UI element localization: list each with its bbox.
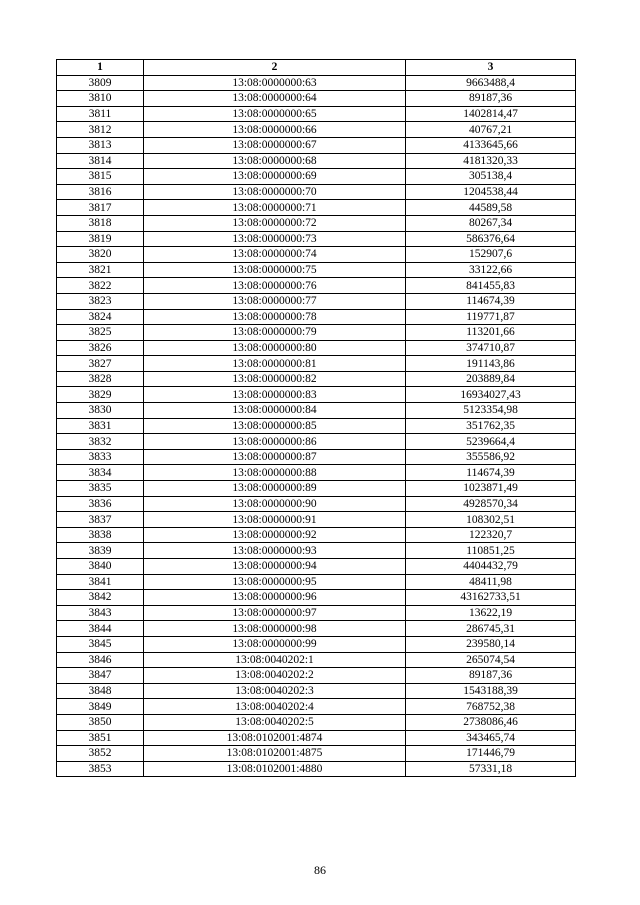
- table-row: [57, 730, 576, 746]
- row-number-cell: 3846: [57, 652, 144, 668]
- cadastral-number-cell: 13:08:0000000:82: [144, 371, 406, 387]
- value-cell: 4133645,66: [406, 137, 576, 153]
- table-body: [57, 75, 576, 777]
- value-cell: 374710,87: [406, 340, 576, 356]
- table-row: [57, 714, 576, 730]
- table-row: [57, 527, 576, 543]
- table-row: [57, 215, 576, 231]
- value-cell: 1023871,49: [406, 481, 576, 497]
- table-row: [57, 262, 576, 278]
- cadastral-number-cell: 13:08:0000000:66: [144, 122, 406, 138]
- table-row: [57, 621, 576, 637]
- value-cell: 114674,39: [406, 465, 576, 481]
- row-number-cell: 3850: [57, 714, 144, 730]
- value-cell: 5123354,98: [406, 403, 576, 419]
- table-row: [57, 668, 576, 684]
- table-row: [57, 496, 576, 512]
- row-number-cell: 3821: [57, 262, 144, 278]
- cadastral-number-cell: 13:08:0000000:78: [144, 309, 406, 325]
- row-number-cell: 3833: [57, 449, 144, 465]
- table-row: [57, 512, 576, 528]
- row-number-cell: 3822: [57, 278, 144, 294]
- value-cell: 44589,58: [406, 200, 576, 216]
- value-cell: 1204538,44: [406, 184, 576, 200]
- value-cell: 4181320,33: [406, 153, 576, 169]
- row-number-cell: 3851: [57, 730, 144, 746]
- row-number-cell: 3816: [57, 184, 144, 200]
- row-number-cell: 3841: [57, 574, 144, 590]
- table-row: [57, 434, 576, 450]
- cadastral-number-cell: 13:08:0000000:73: [144, 231, 406, 247]
- value-cell: 4928570,34: [406, 496, 576, 512]
- value-cell: 5239664,4: [406, 434, 576, 450]
- column-header-2: 2: [144, 60, 406, 76]
- table-row: [57, 418, 576, 434]
- row-number-cell: 3852: [57, 746, 144, 762]
- row-number-cell: 3814: [57, 153, 144, 169]
- table-header: [57, 60, 576, 76]
- value-cell: 122320,7: [406, 527, 576, 543]
- table-row: [57, 309, 576, 325]
- cadastral-number-cell: 13:08:0000000:74: [144, 247, 406, 263]
- cadastral-number-cell: 13:08:0000000:64: [144, 91, 406, 107]
- value-cell: 841455,83: [406, 278, 576, 294]
- cadastral-number-cell: 13:08:0102001:4875: [144, 746, 406, 762]
- value-cell: 191143,86: [406, 356, 576, 372]
- row-number-cell: 3813: [57, 137, 144, 153]
- row-number-cell: 3845: [57, 636, 144, 652]
- value-cell: 768752,38: [406, 699, 576, 715]
- row-number-cell: 3853: [57, 761, 144, 777]
- value-cell: 108302,51: [406, 512, 576, 528]
- cadastral-number-cell: 13:08:0040202:2: [144, 668, 406, 684]
- table-row: [57, 761, 576, 777]
- table-row: [57, 137, 576, 153]
- table-row: [57, 75, 576, 91]
- cadastral-number-cell: 13:08:0000000:70: [144, 184, 406, 200]
- row-number-cell: 3832: [57, 434, 144, 450]
- column-header-1: 1: [57, 60, 144, 76]
- cadastral-number-cell: 13:08:0000000:76: [144, 278, 406, 294]
- row-number-cell: 3840: [57, 559, 144, 575]
- cadastral-number-cell: 13:08:0000000:79: [144, 325, 406, 341]
- cadastral-number-cell: 13:08:0000000:69: [144, 169, 406, 185]
- cadastral-number-cell: 13:08:0000000:87: [144, 449, 406, 465]
- row-number-cell: 3823: [57, 293, 144, 309]
- row-number-cell: 3827: [57, 356, 144, 372]
- row-number-cell: 3825: [57, 325, 144, 341]
- cadastral-number-cell: 13:08:0000000:81: [144, 356, 406, 372]
- cadastral-number-cell: 13:08:0000000:98: [144, 621, 406, 637]
- cadastral-number-cell: 13:08:0000000:95: [144, 574, 406, 590]
- value-cell: 2738086,46: [406, 714, 576, 730]
- value-cell: 4404432,79: [406, 559, 576, 575]
- value-cell: 48411,98: [406, 574, 576, 590]
- page-number: 86: [314, 863, 326, 877]
- table-row: [57, 403, 576, 419]
- table-row: [57, 590, 576, 606]
- value-cell: 351762,35: [406, 418, 576, 434]
- table-row: [57, 278, 576, 294]
- cadastral-number-cell: 13:08:0000000:85: [144, 418, 406, 434]
- table-row: [57, 169, 576, 185]
- row-number-cell: 3829: [57, 387, 144, 403]
- cadastral-number-cell: 13:08:0000000:96: [144, 590, 406, 606]
- cadastral-number-cell: 13:08:0000000:86: [144, 434, 406, 450]
- value-cell: 16934027,43: [406, 387, 576, 403]
- table-row: [57, 200, 576, 216]
- cadastral-number-cell: 13:08:0040202:3: [144, 683, 406, 699]
- table-row: [57, 371, 576, 387]
- row-number-cell: 3818: [57, 215, 144, 231]
- row-number-cell: 3847: [57, 668, 144, 684]
- cadastral-number-cell: 13:08:0000000:72: [144, 215, 406, 231]
- row-number-cell: 3849: [57, 699, 144, 715]
- value-cell: 89187,36: [406, 91, 576, 107]
- row-number-cell: 3815: [57, 169, 144, 185]
- data-table: [56, 59, 576, 777]
- row-number-cell: 3828: [57, 371, 144, 387]
- value-cell: 80267,34: [406, 215, 576, 231]
- value-cell: 113201,66: [406, 325, 576, 341]
- value-cell: 152907,6: [406, 247, 576, 263]
- cadastral-number-cell: 13:08:0000000:84: [144, 403, 406, 419]
- table-row: [57, 153, 576, 169]
- value-cell: 114674,39: [406, 293, 576, 309]
- row-number-cell: 3810: [57, 91, 144, 107]
- row-number-cell: 3831: [57, 418, 144, 434]
- cadastral-number-cell: 13:08:0000000:75: [144, 262, 406, 278]
- table-row: [57, 449, 576, 465]
- table-row: [57, 106, 576, 122]
- header-row: [57, 60, 576, 76]
- cadastral-number-cell: 13:08:0000000:94: [144, 559, 406, 575]
- row-number-cell: 3848: [57, 683, 144, 699]
- table-row: [57, 340, 576, 356]
- cadastral-number-cell: 13:08:0000000:77: [144, 293, 406, 309]
- value-cell: 286745,31: [406, 621, 576, 637]
- table-row: [57, 247, 576, 263]
- row-number-cell: 3838: [57, 527, 144, 543]
- table-row: [57, 293, 576, 309]
- value-cell: 305138,4: [406, 169, 576, 185]
- cadastral-number-cell: 13:08:0000000:99: [144, 636, 406, 652]
- cadastral-number-cell: 13:08:0000000:89: [144, 481, 406, 497]
- cadastral-number-cell: 13:08:0000000:97: [144, 605, 406, 621]
- table-row: [57, 559, 576, 575]
- value-cell: 43162733,51: [406, 590, 576, 606]
- table-row: [57, 387, 576, 403]
- value-cell: 343465,74: [406, 730, 576, 746]
- cadastral-number-cell: 13:08:0000000:63: [144, 75, 406, 91]
- value-cell: 171446,79: [406, 746, 576, 762]
- value-cell: 1543188,39: [406, 683, 576, 699]
- cadastral-number-cell: 13:08:0000000:92: [144, 527, 406, 543]
- row-number-cell: 3820: [57, 247, 144, 263]
- table-row: [57, 543, 576, 559]
- cadastral-number-cell: 13:08:0000000:67: [144, 137, 406, 153]
- value-cell: 355586,92: [406, 449, 576, 465]
- row-number-cell: 3842: [57, 590, 144, 606]
- row-number-cell: 3837: [57, 512, 144, 528]
- value-cell: 40767,21: [406, 122, 576, 138]
- cadastral-number-cell: 13:08:0000000:91: [144, 512, 406, 528]
- table-row: [57, 356, 576, 372]
- table-row: [57, 481, 576, 497]
- cadastral-number-cell: 13:08:0000000:80: [144, 340, 406, 356]
- table-row: [57, 746, 576, 762]
- table-row: [57, 636, 576, 652]
- table-row: [57, 699, 576, 715]
- row-number-cell: 3830: [57, 403, 144, 419]
- value-cell: 9663488,4: [406, 75, 576, 91]
- value-cell: 265074,54: [406, 652, 576, 668]
- cadastral-number-cell: 13:08:0040202:4: [144, 699, 406, 715]
- cadastral-number-cell: 13:08:0102001:4874: [144, 730, 406, 746]
- cadastral-number-cell: 13:08:0000000:88: [144, 465, 406, 481]
- row-number-cell: 3843: [57, 605, 144, 621]
- table-row: [57, 574, 576, 590]
- table-row: [57, 465, 576, 481]
- cadastral-number-cell: 13:08:0000000:93: [144, 543, 406, 559]
- cadastral-number-cell: 13:08:0040202:1: [144, 652, 406, 668]
- value-cell: 586376,64: [406, 231, 576, 247]
- value-cell: 110851,25: [406, 543, 576, 559]
- row-number-cell: 3809: [57, 75, 144, 91]
- cadastral-number-cell: 13:08:0000000:65: [144, 106, 406, 122]
- row-number-cell: 3844: [57, 621, 144, 637]
- row-number-cell: 3834: [57, 465, 144, 481]
- table-row: [57, 122, 576, 138]
- cadastral-number-cell: 13:08:0000000:83: [144, 387, 406, 403]
- row-number-cell: 3811: [57, 106, 144, 122]
- value-cell: 1402814,47: [406, 106, 576, 122]
- table-row: [57, 184, 576, 200]
- row-number-cell: 3812: [57, 122, 144, 138]
- value-cell: 119771,87: [406, 309, 576, 325]
- table-row: [57, 325, 576, 341]
- row-number-cell: 3817: [57, 200, 144, 216]
- table-row: [57, 605, 576, 621]
- table-row: [57, 652, 576, 668]
- table-row: [57, 231, 576, 247]
- table-row: [57, 91, 576, 107]
- value-cell: 89187,36: [406, 668, 576, 684]
- cadastral-number-cell: 13:08:0040202:5: [144, 714, 406, 730]
- column-header-3: 3: [406, 60, 576, 76]
- cadastral-number-cell: 13:08:0000000:71: [144, 200, 406, 216]
- row-number-cell: 3826: [57, 340, 144, 356]
- cadastral-number-cell: 13:08:0102001:4880: [144, 761, 406, 777]
- value-cell: 33122,66: [406, 262, 576, 278]
- value-cell: 57331,18: [406, 761, 576, 777]
- cadastral-number-cell: 13:08:0000000:68: [144, 153, 406, 169]
- value-cell: 203889,84: [406, 371, 576, 387]
- row-number-cell: 3839: [57, 543, 144, 559]
- cadastral-number-cell: 13:08:0000000:90: [144, 496, 406, 512]
- row-number-cell: 3835: [57, 481, 144, 497]
- table-row: [57, 683, 576, 699]
- row-number-cell: 3824: [57, 309, 144, 325]
- row-number-cell: 3836: [57, 496, 144, 512]
- value-cell: 13622,19: [406, 605, 576, 621]
- row-number-cell: 3819: [57, 231, 144, 247]
- value-cell: 239580,14: [406, 636, 576, 652]
